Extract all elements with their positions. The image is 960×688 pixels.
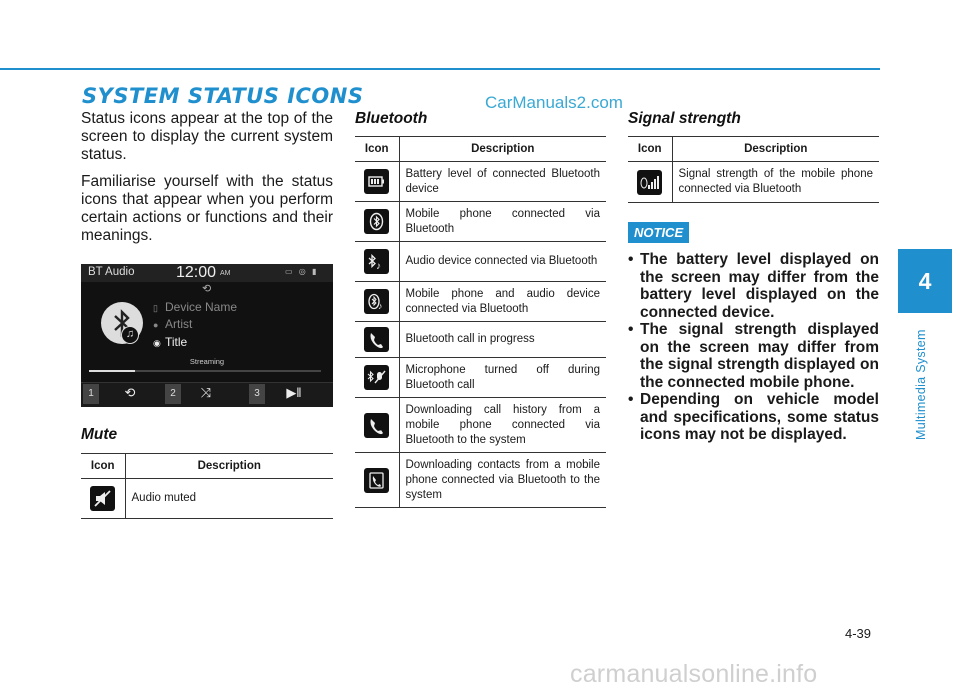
screen-artist: ● Artist [153, 317, 193, 331]
table-row [355, 242, 606, 282]
section-title: SYSTEM STATUS ICONS [82, 84, 364, 108]
table-cell-desc: Audio device connected via Bluetooth [399, 242, 606, 282]
person-icon: ● [153, 320, 159, 330]
signal-table [628, 136, 879, 203]
column-middle [355, 110, 606, 508]
bt-col-icon: Icon [355, 137, 399, 162]
screen-title: BT Audio [88, 266, 135, 278]
bt-phone-icon [364, 209, 389, 234]
table-row [355, 202, 606, 242]
chapter-tab: 4 [898, 249, 952, 313]
table-row [628, 162, 879, 203]
bluetooth-table [355, 136, 606, 508]
bt-col-desc: Description [399, 137, 606, 162]
table-cell-desc: Audio muted [125, 479, 333, 519]
repeat-button-icon[interactable]: ⟲ [124, 385, 136, 400]
signal-strength-icon [637, 170, 662, 195]
table-cell-desc: Mobile phone connected via Bluetooth [399, 202, 606, 242]
table-row [355, 322, 606, 358]
progress-bar [89, 370, 321, 372]
table-cell-desc: Signal strength of the mobile phone connected via Bluetooth [672, 162, 879, 203]
table-row [81, 479, 333, 519]
table-row [355, 398, 606, 453]
screen-title-track: ◉ Title [153, 335, 188, 349]
contacts-download-icon [364, 468, 389, 493]
bluetooth-heading: Bluetooth [355, 110, 428, 127]
table-row [355, 282, 606, 322]
audio-muted-icon [90, 486, 115, 511]
preset-button-3[interactable]: 3 [249, 384, 265, 404]
battery-level-icon [364, 169, 389, 194]
notice-badge: NOTICE [628, 222, 689, 243]
bt-call-icon [364, 327, 389, 352]
table-cell-desc: Microphone turned off during Bluetooth call [399, 358, 606, 398]
table-row [355, 453, 606, 508]
bt-audio-icon [364, 249, 389, 274]
disc-icon: ◉ [153, 338, 161, 348]
table-row [355, 358, 606, 398]
column-right [628, 110, 879, 444]
repeat-icon: ⟲ [202, 283, 212, 295]
notice-list [628, 251, 879, 444]
signal-heading: Signal strength [628, 110, 741, 127]
intro-paragraph-1: Status icons appear at the top of the screen to display the current system status. [81, 110, 333, 163]
intro-paragraph-2: Familiarise yourself with the status icons that appear when you perform certain actions or functions and their meanings. [81, 173, 333, 244]
table-cell-desc: Battery level of connected Bluetooth device [399, 162, 606, 202]
mic-off-icon [364, 365, 389, 390]
chapter-label: Multimedia System [914, 329, 928, 440]
table-cell-desc: Bluetooth call in progress [399, 322, 606, 358]
mute-col-icon: Icon [81, 454, 125, 479]
screen-status-icons: ▭ ◎ ▮ [285, 267, 319, 276]
table-row [355, 162, 606, 202]
bt-phone-audio-icon [364, 289, 389, 314]
mute-heading: Mute [81, 426, 118, 443]
screen-clock: 12:00 [176, 264, 217, 281]
play-pause-button-icon[interactable]: ▶‖ [286, 385, 302, 400]
signal-col-desc: Description [672, 137, 879, 162]
preset-button-1[interactable]: 1 [83, 384, 99, 404]
shuffle-button-icon[interactable]: ⤨ [200, 385, 212, 400]
table-cell-desc: Downloading call history from a mobile phone connected via Bluetooth to the system [399, 398, 606, 453]
footer-watermark: carmanualsonline.info [570, 660, 818, 688]
list-item: • Depending on vehicle model and specifications, some status icons may not be displayed. [628, 391, 879, 444]
bt-audio-screen-image [81, 264, 333, 407]
top-rule [0, 68, 880, 70]
table-cell-desc: Mobile phone and audio device connected via Bluetooth [399, 282, 606, 322]
svg-text:♪: ♪ [378, 301, 383, 311]
preset-button-2[interactable]: 2 [165, 384, 181, 404]
column-left [81, 110, 333, 519]
phone-icon: ▯ [153, 303, 158, 313]
screen-device-name: ▯ Device Name [153, 300, 238, 314]
watermark: CarManuals2.com [485, 93, 623, 112]
streaming-label: Streaming [189, 357, 225, 366]
svg-text:♪: ♪ [376, 261, 382, 272]
music-note-icon: ♫ [121, 326, 139, 344]
table-cell-desc: Downloading contacts from a mobile phone connected via Bluetooth to the system [399, 453, 606, 508]
progress-fill [89, 370, 135, 372]
list-item: • The battery level displayed on the screen may differ from the battery level displayed on the connected device. [628, 251, 879, 321]
mute-col-desc: Description [125, 454, 333, 479]
list-item: • The signal strength displayed on the screen may differ from the signal strength displayed on the connected mobile phone. [628, 321, 879, 391]
signal-col-icon: Icon [628, 137, 672, 162]
mute-table [81, 453, 333, 519]
page-number: 4-39 [845, 626, 872, 641]
screen-clock-ampm: AM [220, 270, 231, 277]
call-history-download-icon [364, 413, 389, 438]
